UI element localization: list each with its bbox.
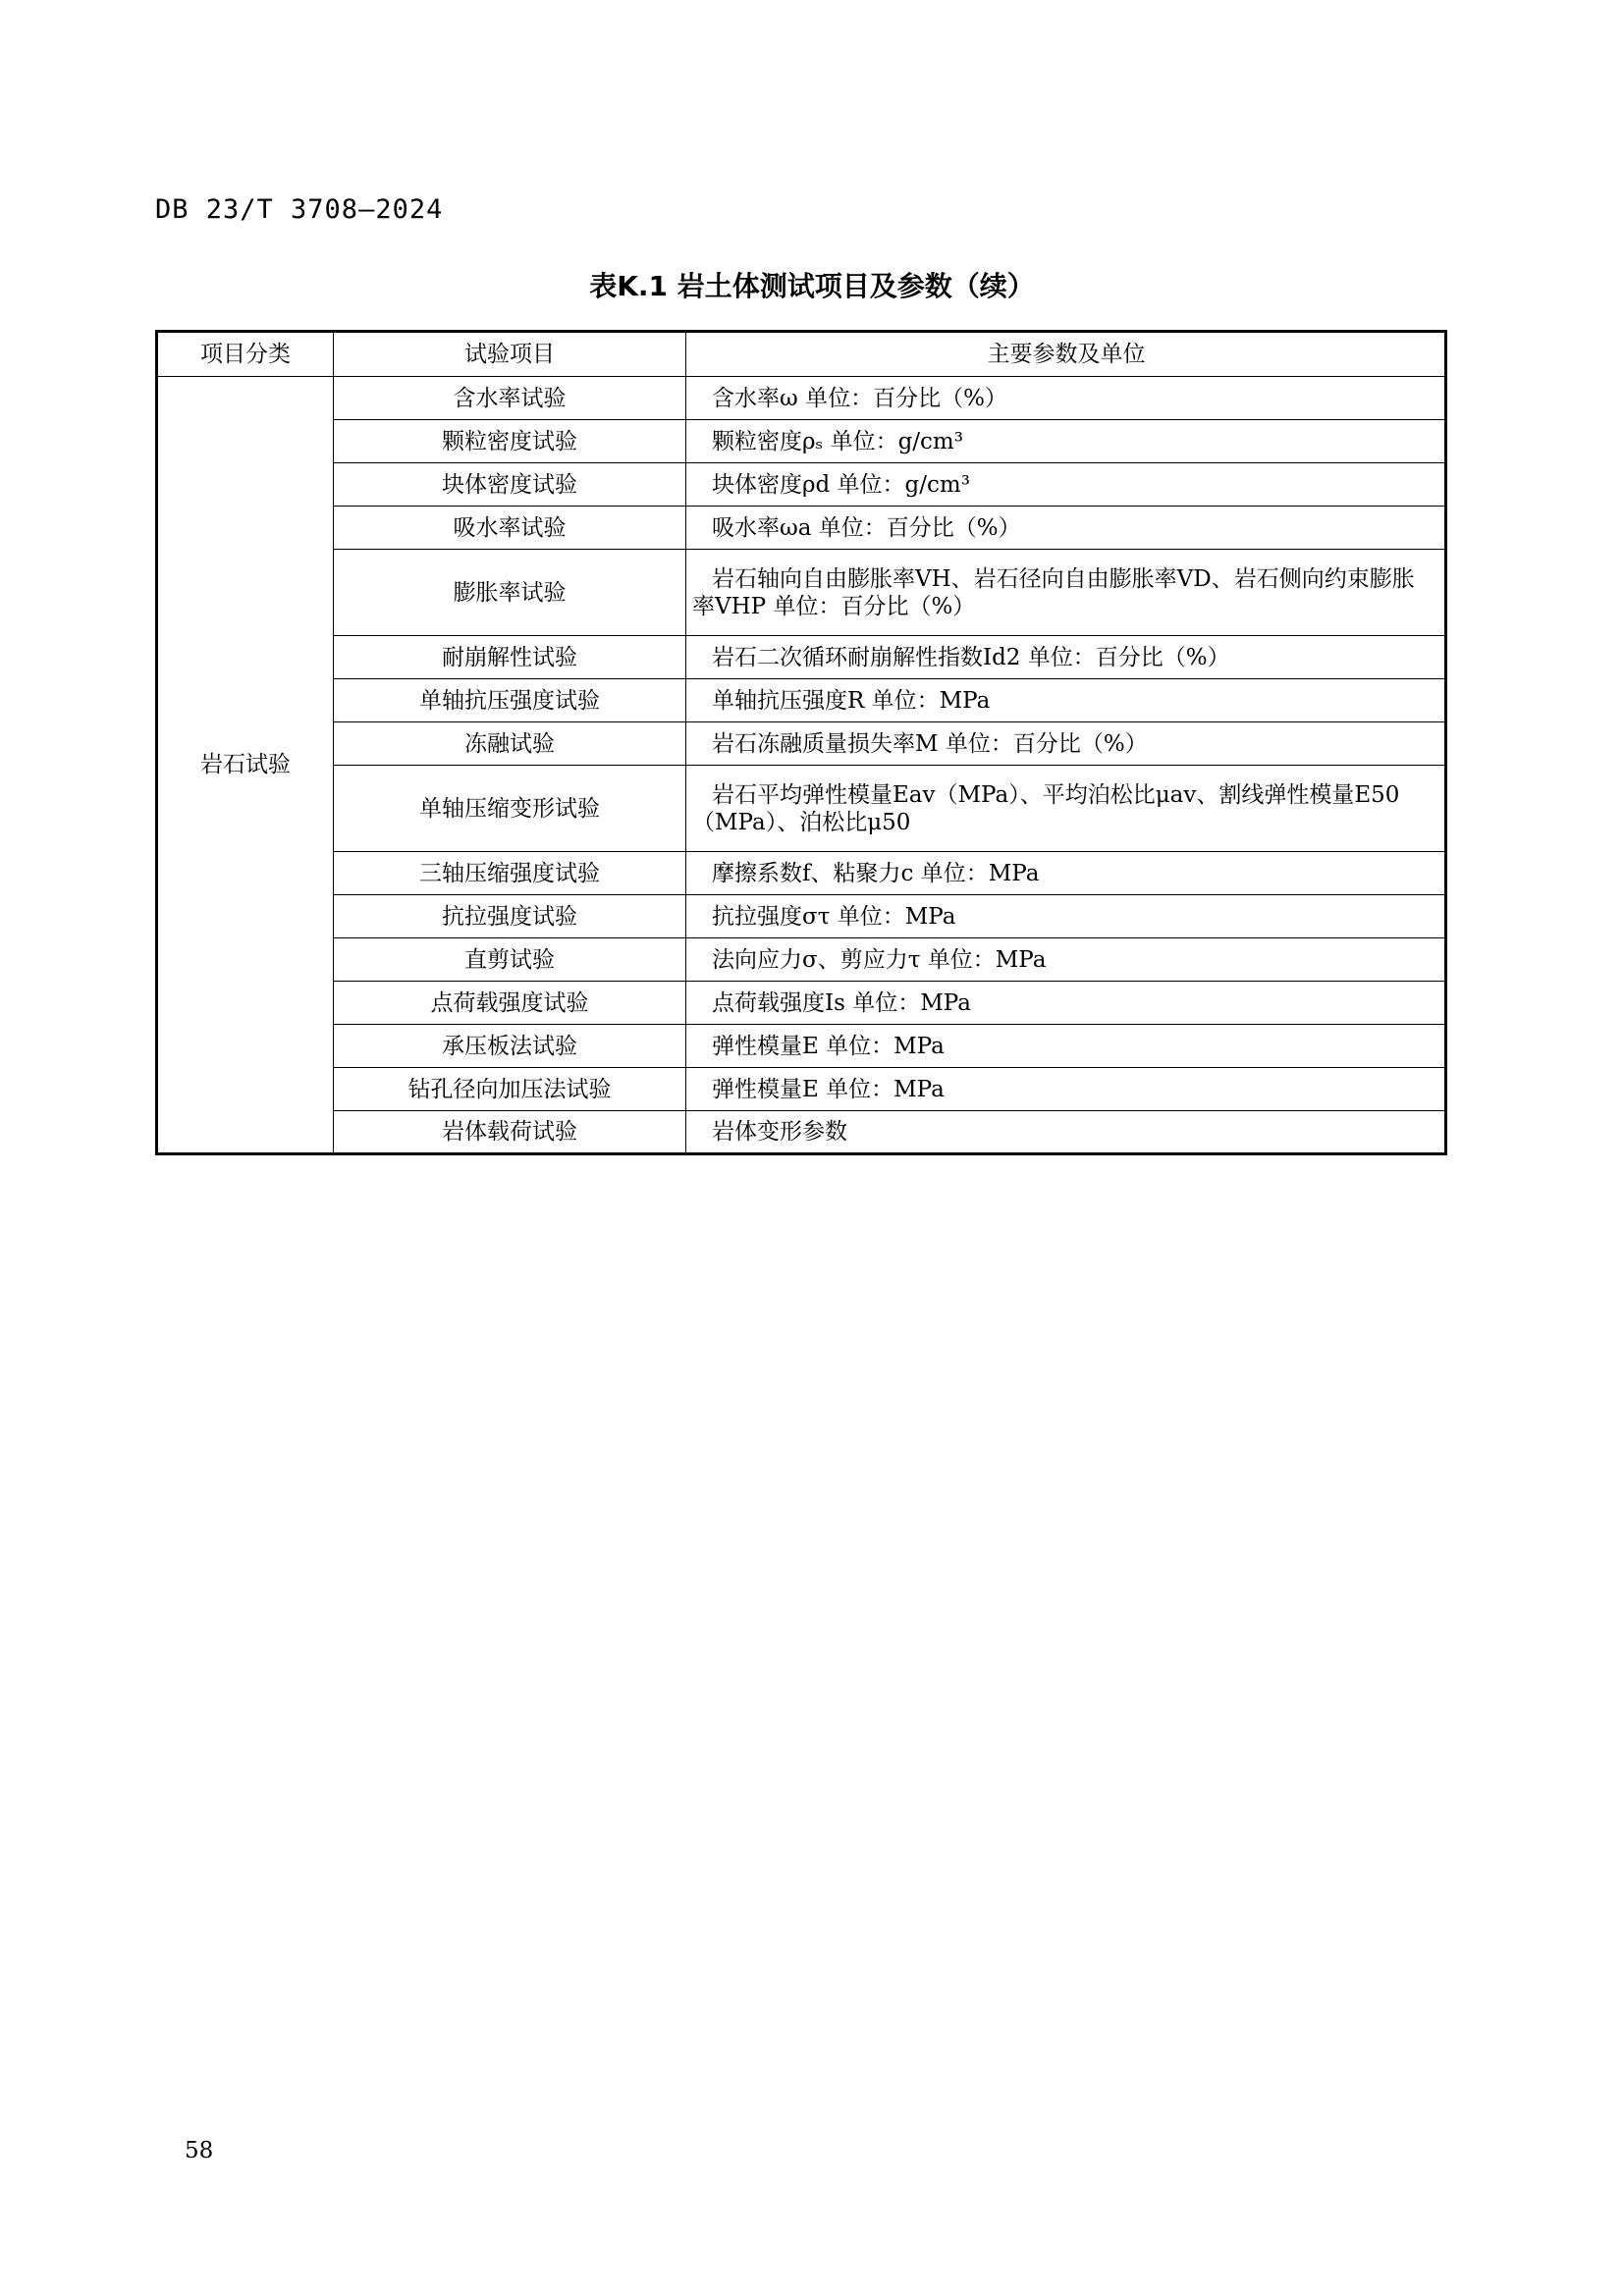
table-row — [157, 420, 1446, 463]
table-row — [157, 636, 1446, 679]
params-text: 点荷载强度Is 单位：MPa — [712, 989, 971, 1016]
params-cell — [686, 679, 1446, 722]
params-cell — [686, 1025, 1446, 1068]
test-cell: 单轴压缩变形试验 — [334, 766, 686, 852]
params-cell — [686, 1068, 1446, 1111]
table-header-row — [157, 332, 1446, 377]
params-cell — [686, 1111, 1446, 1154]
column-header-params: 主要参数及单位 — [686, 332, 1446, 377]
params-cell — [686, 982, 1446, 1025]
params-cell — [686, 420, 1446, 463]
test-cell: 吸水率试验 — [334, 507, 686, 550]
params-text: 块体密度ρd 单位：g/cm³ — [712, 471, 970, 498]
params-cell — [686, 766, 1446, 852]
params-cell — [686, 377, 1446, 420]
table-caption: 表K.1 岩土体测试项目及参数（续） — [589, 270, 1035, 302]
test-cell: 钻孔径向加压法试验 — [334, 1068, 686, 1111]
table-row — [157, 550, 1446, 636]
params-text: 岩体变形参数 — [712, 1119, 847, 1145]
params-text-line1: 岩石平均弹性模量Eav（MPa）、平均泊松比μav、割线弹性模量E50 — [712, 781, 1400, 808]
params-cell — [686, 938, 1446, 982]
params-cell — [686, 550, 1446, 636]
table-row — [157, 895, 1446, 938]
category-cell: 岩石试验 — [157, 377, 334, 1154]
test-cell: 块体密度试验 — [334, 463, 686, 507]
test-cell: 冻融试验 — [334, 722, 686, 766]
params-text: 摩擦系数f、粘聚力c 单位：MPa — [712, 860, 1040, 886]
parameter-table-container — [155, 330, 1447, 1155]
table-row — [157, 722, 1446, 766]
params-text: 岩石冻融质量损失率M 单位：百分比（%） — [712, 730, 1148, 757]
params-text: 弹性模量E 单位：MPa — [712, 1076, 945, 1102]
params-text: 抗拉强度στ 单位：MPa — [712, 903, 956, 930]
test-cell: 耐崩解性试验 — [334, 636, 686, 679]
test-cell: 直剪试验 — [334, 938, 686, 982]
test-cell: 岩体载荷试验 — [334, 1111, 686, 1154]
parameter-table — [155, 330, 1447, 1155]
params-text: 含水率ω 单位：百分比（%） — [712, 385, 1007, 411]
table-row — [157, 1068, 1446, 1111]
params-cell — [686, 636, 1446, 679]
params-text: 弹性模量E 单位：MPa — [712, 1033, 945, 1059]
params-cell — [686, 895, 1446, 938]
params-text-line2: （MPa）、泊松比μ50 — [692, 809, 911, 835]
test-cell: 三轴压缩强度试验 — [334, 852, 686, 895]
table-row — [157, 507, 1446, 550]
test-cell: 膨胀率试验 — [334, 550, 686, 636]
column-header-test: 试验项目 — [334, 332, 686, 377]
table-row — [157, 938, 1446, 982]
table-row — [157, 1111, 1446, 1154]
params-text: 岩石二次循环耐崩解性指数Id2 单位：百分比（%） — [712, 644, 1230, 670]
test-cell: 单轴抗压强度试验 — [334, 679, 686, 722]
table-row — [157, 766, 1446, 852]
test-cell: 点荷载强度试验 — [334, 982, 686, 1025]
table-row — [157, 852, 1446, 895]
table-row — [157, 982, 1446, 1025]
test-cell: 承压板法试验 — [334, 1025, 686, 1068]
params-cell — [686, 722, 1446, 766]
test-cell: 抗拉强度试验 — [334, 895, 686, 938]
table-row — [157, 377, 1446, 420]
page-number: 58 — [185, 2138, 214, 2163]
params-cell — [686, 507, 1446, 550]
params-text: 吸水率ωa 单位：百分比（%） — [712, 514, 1021, 541]
params-cell — [686, 463, 1446, 507]
test-cell: 颗粒密度试验 — [334, 420, 686, 463]
table-row — [157, 463, 1446, 507]
table-row — [157, 1025, 1446, 1068]
test-cell: 含水率试验 — [334, 377, 686, 420]
document-code: DB 23/T 3708—2024 — [155, 194, 444, 225]
params-text-line2: 率VHP 单位：百分比（%） — [692, 593, 976, 619]
column-header-category: 项目分类 — [157, 332, 334, 377]
table-row — [157, 679, 1446, 722]
params-text: 单轴抗压强度R 单位：MPa — [712, 687, 991, 714]
params-text-line1: 岩石轴向自由膨胀率VH、岩石径向自由膨胀率VD、岩石侧向约束膨胀 — [712, 565, 1415, 592]
params-text: 颗粒密度ρₛ 单位：g/cm³ — [712, 428, 963, 454]
params-cell — [686, 852, 1446, 895]
params-text: 法向应力σ、剪应力τ 单位：MPa — [712, 946, 1047, 973]
